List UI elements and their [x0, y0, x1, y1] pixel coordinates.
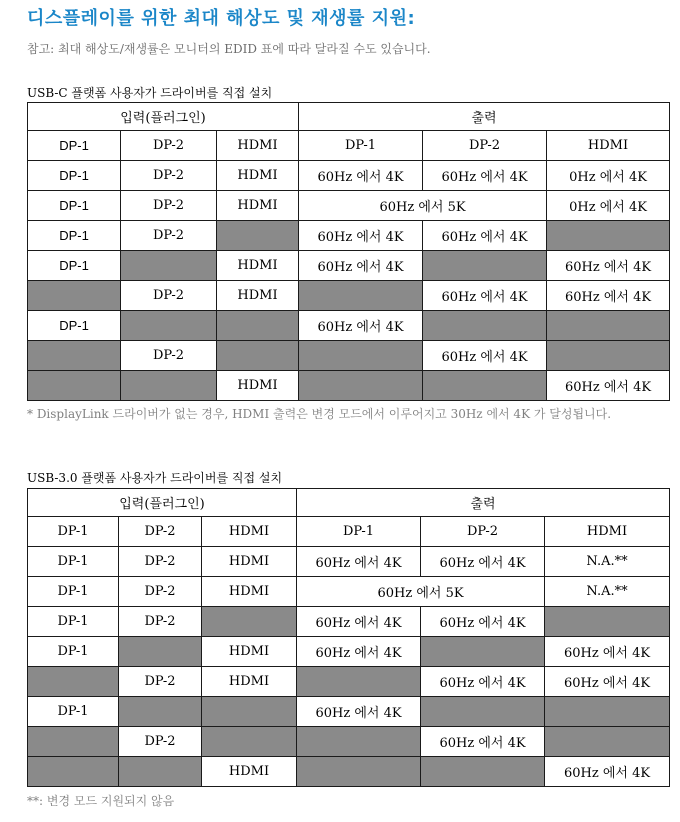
col-header-output-hdmi: HDMI — [547, 131, 670, 161]
empty-cell — [217, 311, 299, 341]
empty-cell — [297, 757, 421, 787]
empty-cell — [28, 727, 119, 757]
empty-cell — [421, 637, 545, 667]
table-cell: 60Hz 에서 4K — [299, 311, 423, 341]
table-row — [28, 251, 670, 281]
output-header: 출력 — [299, 103, 670, 131]
table-cell: HDMI — [217, 161, 299, 191]
table-header-row — [28, 103, 670, 131]
empty-cell — [28, 371, 121, 401]
table-cell: DP-1 — [28, 697, 119, 727]
table-header-row — [28, 489, 670, 517]
empty-cell — [547, 221, 670, 251]
usb3-resolution-table — [27, 488, 670, 787]
table-cell: 0Hz 에서 4K — [547, 161, 670, 191]
empty-cell — [121, 311, 217, 341]
col-header-output-dp1: DP-1 — [297, 517, 421, 547]
input-header: 입력(플러그인) — [28, 103, 299, 131]
table-cell: 60Hz 에서 4K — [545, 637, 670, 667]
empty-cell — [202, 697, 297, 727]
col-header-input-dp2: DP-2 — [121, 131, 217, 161]
table-cell: 60Hz 에서 4K — [545, 757, 670, 787]
empty-cell — [299, 281, 423, 311]
table-cell: DP-1 — [28, 161, 121, 191]
table-cell: HDMI — [202, 577, 297, 607]
table-cell: 60Hz 에서 4K — [297, 697, 421, 727]
table-row — [28, 727, 670, 757]
empty-cell — [217, 221, 299, 251]
empty-cell — [121, 251, 217, 281]
table-cell: HDMI — [202, 667, 297, 697]
output-header: 출력 — [297, 489, 670, 517]
table-cell: 60Hz 에서 4K — [545, 667, 670, 697]
empty-cell — [202, 607, 297, 637]
table-cell: DP-2 — [119, 607, 202, 637]
table-cell: DP-2 — [119, 547, 202, 577]
table-cell: DP-1 — [28, 547, 119, 577]
table-cell: HDMI — [202, 547, 297, 577]
table-cell: DP-1 — [28, 577, 119, 607]
table-cell: 60Hz 에서 4K — [423, 221, 547, 251]
col-header-input-hdmi: HDMI — [217, 131, 299, 161]
table-cell: 60Hz 에서 4K — [299, 221, 423, 251]
input-header: 입력(플러그인) — [28, 489, 297, 517]
table-cell: DP-2 — [119, 667, 202, 697]
empty-cell — [545, 727, 670, 757]
usbc-footnote: * DisplayLink 드라이버가 없는 경우, HDMI 출력은 변경 모드에서 이루어지고 30Hz 에서 4K 가 달성됩니다. — [27, 407, 612, 421]
table-cell: 60Hz 에서 4K — [297, 607, 421, 637]
empty-cell — [299, 341, 423, 371]
table-cell: DP-2 — [121, 161, 217, 191]
table-cell: 60Hz 에서 4K — [421, 607, 545, 637]
table-cell: HDMI — [217, 251, 299, 281]
table-cell: HDMI — [202, 757, 297, 787]
table-cell: HDMI — [217, 281, 299, 311]
empty-cell — [119, 637, 202, 667]
table-cell: DP-1 — [28, 311, 121, 341]
empty-cell — [423, 311, 547, 341]
col-header-input-dp2: DP-2 — [119, 517, 202, 547]
empty-cell — [545, 697, 670, 727]
table-cell: HDMI — [217, 191, 299, 221]
table-cell: N.A.** — [545, 547, 670, 577]
table-cell: 60Hz 에서 4K — [297, 547, 421, 577]
table-cell: DP-2 — [121, 191, 217, 221]
table-row — [28, 341, 670, 371]
table-cell: 60Hz 에서 4K — [421, 667, 545, 697]
table-cell: 60Hz 에서 4K — [547, 281, 670, 311]
table-cell: N.A.** — [545, 577, 670, 607]
empty-cell — [547, 341, 670, 371]
table-row — [28, 757, 670, 787]
table-row — [28, 371, 670, 401]
col-header-input-dp1: DP-1 — [28, 131, 121, 161]
table-row — [28, 697, 670, 727]
empty-cell — [421, 757, 545, 787]
table-row — [28, 161, 670, 191]
empty-cell — [421, 697, 545, 727]
usbc-resolution-table — [27, 102, 670, 401]
page-title: 디스플레이를 위한 최대 해상도 및 재생률 지원: — [27, 8, 416, 29]
table-cell: DP-2 — [121, 221, 217, 251]
column-header-row — [28, 131, 670, 161]
table-row — [28, 221, 670, 251]
usb3-section-title: USB-3.0 플랫폼 사용자가 드라이버를 직접 설치 — [27, 471, 283, 485]
table-row — [28, 637, 670, 667]
empty-cell — [28, 757, 119, 787]
empty-cell — [217, 341, 299, 371]
table-cell: 60Hz 에서 4K — [423, 281, 547, 311]
table-cell: DP-2 — [119, 727, 202, 757]
edid-note: 참고: 최대 해상도/재생률은 모니터의 EDID 표에 따라 달라질 수도 있습니다. — [27, 42, 431, 56]
table-cell: DP-1 — [28, 637, 119, 667]
empty-cell — [119, 757, 202, 787]
table-row — [28, 607, 670, 637]
empty-cell — [423, 371, 547, 401]
table-cell: 60Hz 에서 4K — [299, 161, 423, 191]
empty-cell — [545, 607, 670, 637]
col-header-output-hdmi: HDMI — [545, 517, 670, 547]
col-header-input-hdmi: HDMI — [202, 517, 297, 547]
table-cell: 60Hz 에서 4K — [547, 371, 670, 401]
table-cell: DP-1 — [28, 191, 121, 221]
table-cell-merged: 60Hz 에서 5K — [299, 191, 547, 221]
empty-cell — [202, 727, 297, 757]
empty-cell — [119, 697, 202, 727]
table-cell: DP-2 — [121, 281, 217, 311]
table-cell: 60Hz 에서 4K — [423, 341, 547, 371]
table-row — [28, 547, 670, 577]
col-header-output-dp1: DP-1 — [299, 131, 423, 161]
table-cell: 60Hz 에서 4K — [547, 251, 670, 281]
column-header-row — [28, 517, 670, 547]
table-cell: DP-1 — [28, 251, 121, 281]
table-cell: 60Hz 에서 4K — [297, 637, 421, 667]
empty-cell — [297, 667, 421, 697]
empty-cell — [28, 281, 121, 311]
col-header-input-dp1: DP-1 — [28, 517, 119, 547]
table-cell: DP-1 — [28, 221, 121, 251]
empty-cell — [299, 371, 423, 401]
table-row — [28, 577, 670, 607]
table-row — [28, 191, 670, 221]
empty-cell — [547, 311, 670, 341]
table-row — [28, 667, 670, 697]
table-cell: 60Hz 에서 4K — [421, 547, 545, 577]
table-cell: 0Hz 에서 4K — [547, 191, 670, 221]
table-row — [28, 281, 670, 311]
table-row — [28, 311, 670, 341]
table-cell: HDMI — [217, 371, 299, 401]
table-cell: 60Hz 에서 4K — [421, 727, 545, 757]
table-cell: DP-1 — [28, 607, 119, 637]
usb3-footnote: **: 변경 모드 지원되지 않음 — [27, 794, 175, 808]
table-cell: 60Hz 에서 4K — [423, 161, 547, 191]
table-cell-merged: 60Hz 에서 5K — [297, 577, 545, 607]
table-cell: DP-2 — [119, 577, 202, 607]
col-header-output-dp2: DP-2 — [421, 517, 545, 547]
empty-cell — [121, 371, 217, 401]
usbc-section-title: USB-C 플랫폼 사용자가 드라이버를 직접 설치 — [27, 86, 273, 100]
table-cell: 60Hz 에서 4K — [299, 251, 423, 281]
table-cell: DP-2 — [121, 341, 217, 371]
empty-cell — [28, 667, 119, 697]
table-cell: HDMI — [202, 637, 297, 667]
empty-cell — [423, 251, 547, 281]
empty-cell — [297, 727, 421, 757]
empty-cell — [28, 341, 121, 371]
col-header-output-dp2: DP-2 — [423, 131, 547, 161]
